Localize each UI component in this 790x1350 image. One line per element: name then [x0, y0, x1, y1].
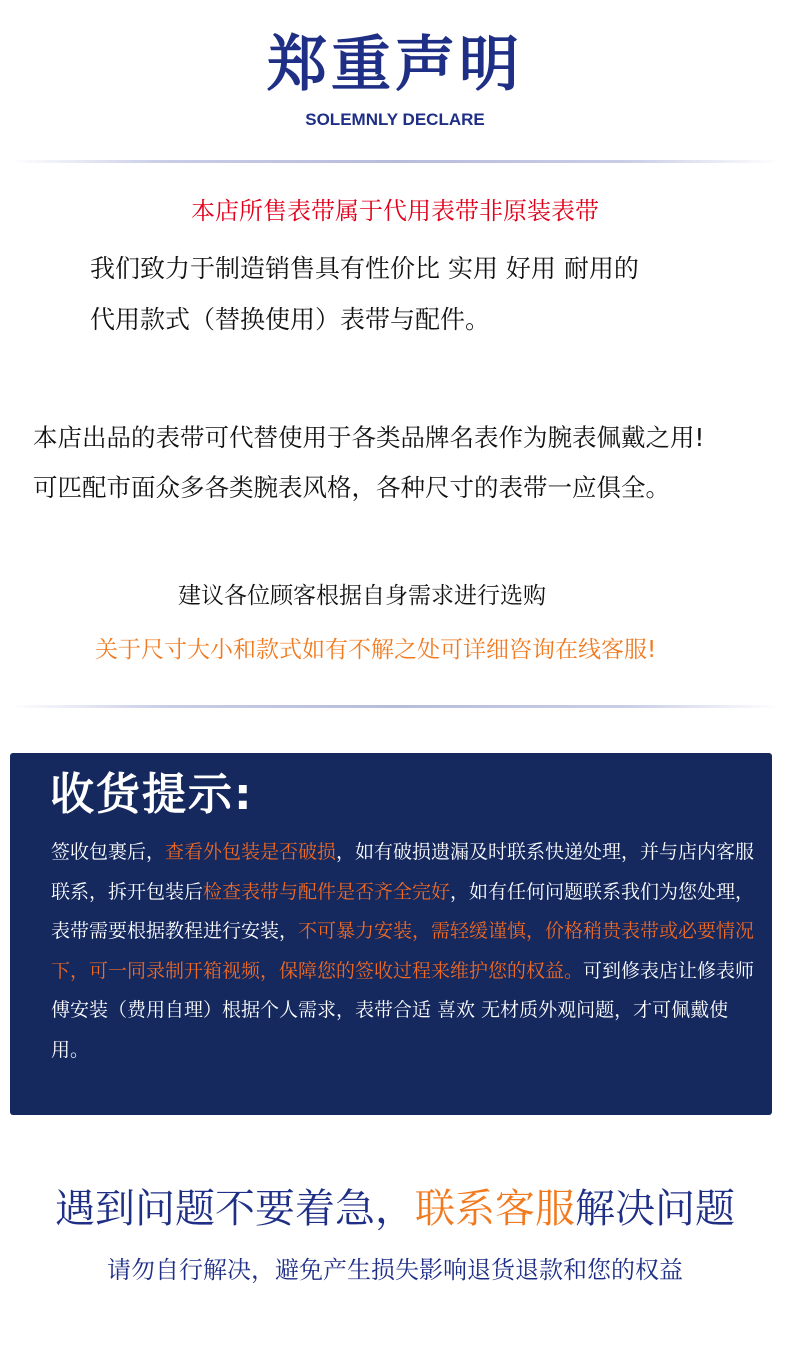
advice-text: 建议各位顾客根据自身需求进行选购 [178, 583, 546, 609]
footer-headline-part1: 遇到问题不要着急， [55, 1186, 415, 1232]
middle-divider [10, 705, 780, 708]
footer-headline-part2: 解决问题 [575, 1186, 735, 1232]
footer-headline-highlight: 联系客服 [415, 1186, 575, 1232]
receipt-segment: ，如有任何问题联系我们为您处理，表带需要根据教程进行安装， [51, 880, 755, 942]
receipt-highlight: 查看外包装是否破损 [165, 841, 337, 863]
para1-line1: 我们致力于制造销售具有性价比 实用 好用 耐用的 [90, 254, 639, 283]
para2-line1: 本店出品的表带可代替使用于各类品牌名表作为腕表佩戴之用! [33, 423, 705, 452]
receipt-segment: 可到修表店让修表师傅安装（费用自理）根据个人需求，表带合适 喜欢 无材质外观问题，才可佩戴使用。 [51, 959, 755, 1061]
receipt-segment: ，如有破损遗漏及时联系快递处理，并与店内客服联系，拆开包装后 [51, 841, 755, 903]
para2-line2: 可匹配市面众多各类腕表风格，各种尺寸的表带一应俱全。 [33, 473, 670, 502]
footer-subline: 请勿自行解决，避免产生损失影响退货退款和您的权益 [107, 1256, 683, 1284]
page-subtitle: SOLEMNLY DECLARE [305, 110, 485, 129]
footer-headline [0, 1178, 790, 1240]
page-title: 郑重声明 [267, 30, 523, 100]
top-divider [10, 160, 780, 163]
receipt-highlight: 检查表带与配件是否齐全完好 [203, 880, 451, 903]
receipt-title: 收货提示: [50, 769, 254, 820]
receipt-highlight: 不可暴力安装，需轻缓谨慎，价格稍贵表带或必要情况下，可一同录制开箱视频，保障您的签收过程来维护您的权益。 [51, 920, 755, 982]
para1-line2: 代用款式（替换使用）表带与配件。 [90, 305, 491, 334]
notice-orange: 关于尺寸大小和款式如有不解之处可详细咨询在线客服! [95, 637, 657, 663]
receipt-text [51, 833, 766, 1070]
notice-red: 本店所售表带属于代用表带非原装表带 [191, 197, 599, 225]
receipt-segment: 签收包裹后， [51, 841, 166, 863]
